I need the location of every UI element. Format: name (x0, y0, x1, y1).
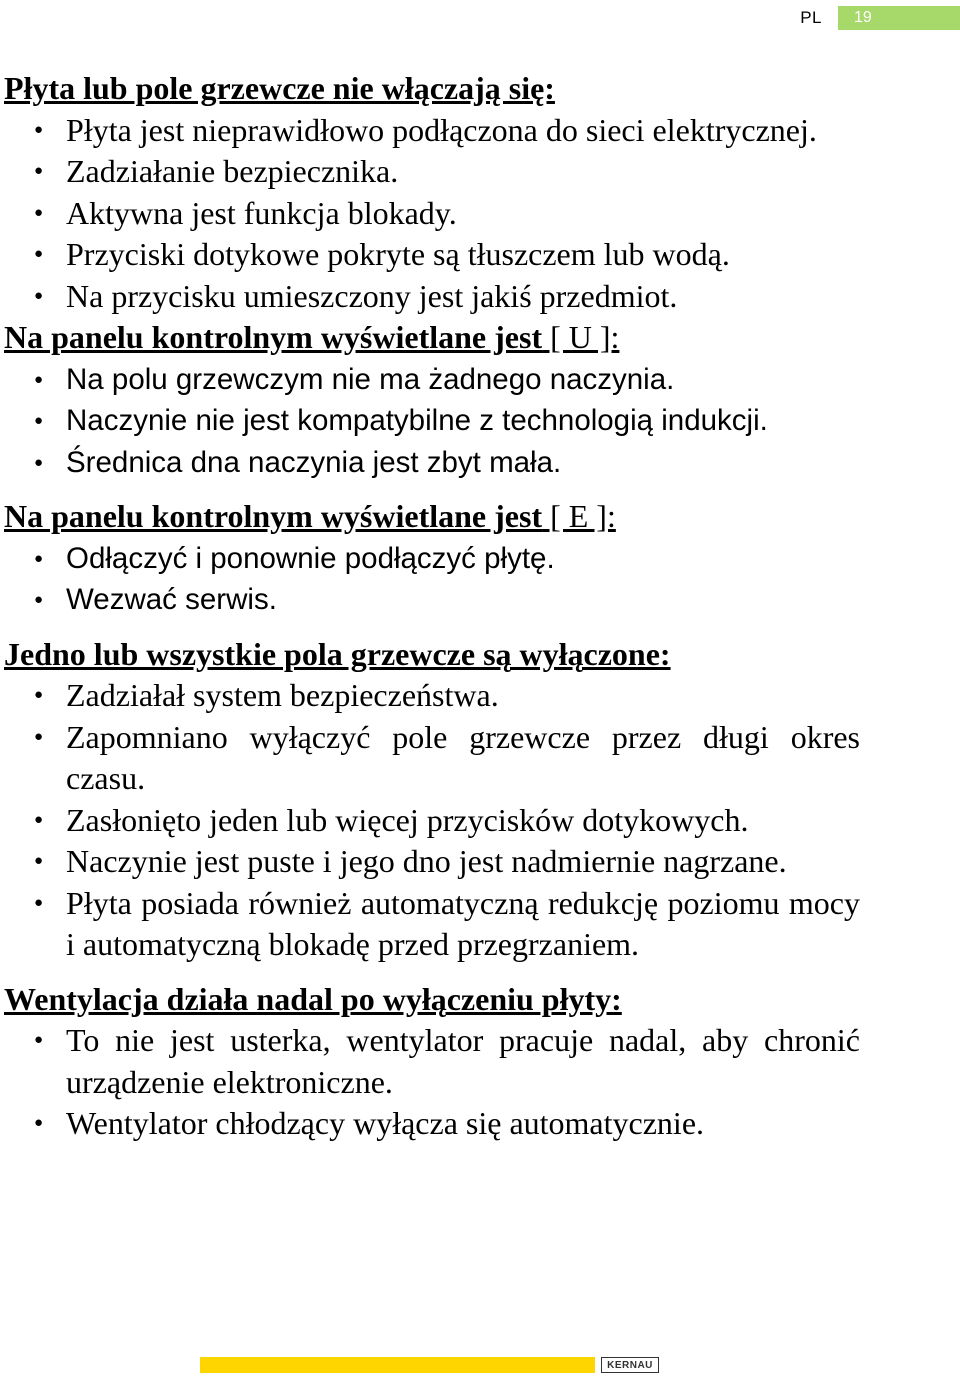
list-item: ● Zapomniano wyłączyć pole grzewcze przez długi okres czasu. (4, 717, 860, 800)
list-item: ● Zadziałanie bezpiecznika. (4, 151, 860, 193)
section-fan-running (4, 979, 860, 1145)
section-title: Płyta lub pole grzewcze nie włączają się: (4, 70, 555, 106)
page-footer (0, 1354, 960, 1378)
brand-logo (601, 1357, 659, 1373)
bullet-list (4, 538, 860, 621)
list-item: ● Płyta posiada również automatyczną redukcję poziomu mocy i automatyczną blokadę przed przegrzaniem. (4, 883, 860, 966)
section-not-turning-on (4, 68, 860, 317)
section-display-e (4, 496, 860, 621)
page-number-badge (838, 6, 960, 30)
section-display-u (4, 317, 860, 483)
list-item: ● Odłączyć i ponownie podłączyć płytę. (4, 538, 860, 580)
list-item: ● Płyta jest nieprawidłowo podłączona do sieci elektrycznej. (4, 110, 860, 152)
list-item: ● Wezwać serwis. (4, 579, 860, 621)
list-item: ● Na polu grzewczym nie ma żadnego naczynia. (4, 359, 860, 401)
list-item: ● Przyciski dotykowe pokryte są tłuszczem lub wodą. (4, 234, 860, 276)
language-code: PL (800, 8, 822, 27)
footer-bar (200, 1357, 595, 1373)
bullet-list (4, 1020, 860, 1145)
section-zones-off (4, 634, 860, 966)
list-item: ● Aktywna jest funkcja blokady. (4, 193, 860, 235)
bullet-list (4, 110, 860, 318)
bullet-list (4, 359, 860, 484)
list-item: ● Zadziałał system bezpieczeństwa. (4, 675, 860, 717)
section-title: Na panelu kontrolnym wyświetlane jest [ E ]: (4, 498, 616, 534)
page-header (800, 6, 960, 30)
list-item: ● Na przycisku umieszczony jest jakiś przedmiot. (4, 276, 860, 318)
section-title: Jedno lub wszystkie pola grzewcze są wyłączone: (4, 635, 671, 672)
bullet-list (4, 675, 860, 966)
list-item: ● To nie jest usterka, wentylator pracuje nadal, aby chronić urządzenie elektroniczne. (4, 1020, 860, 1103)
list-item: ● Zasłonięto jeden lub więcej przycisków dotykowych. (4, 800, 860, 842)
list-item: ● Naczynie jest puste i jego dno jest nadmiernie nagrzane. (4, 841, 860, 883)
page-number: 19 (854, 9, 872, 26)
list-item: ● Średnica dna naczynia jest zbyt mała. (4, 442, 860, 484)
brand-logo-text: KERNAU (607, 1359, 653, 1371)
section-title: Na panelu kontrolnym wyświetlane jest [ U ]: (4, 319, 620, 355)
section-title: Wentylacja działa nadal po wyłączeniu płyty: (4, 980, 622, 1017)
troubleshooting-content (4, 68, 860, 1145)
list-item: ● Naczynie nie jest kompatybilne z technologią indukcji. (4, 400, 860, 442)
list-item: ● Wentylator chłodzący wyłącza się automatycznie. (4, 1103, 860, 1145)
